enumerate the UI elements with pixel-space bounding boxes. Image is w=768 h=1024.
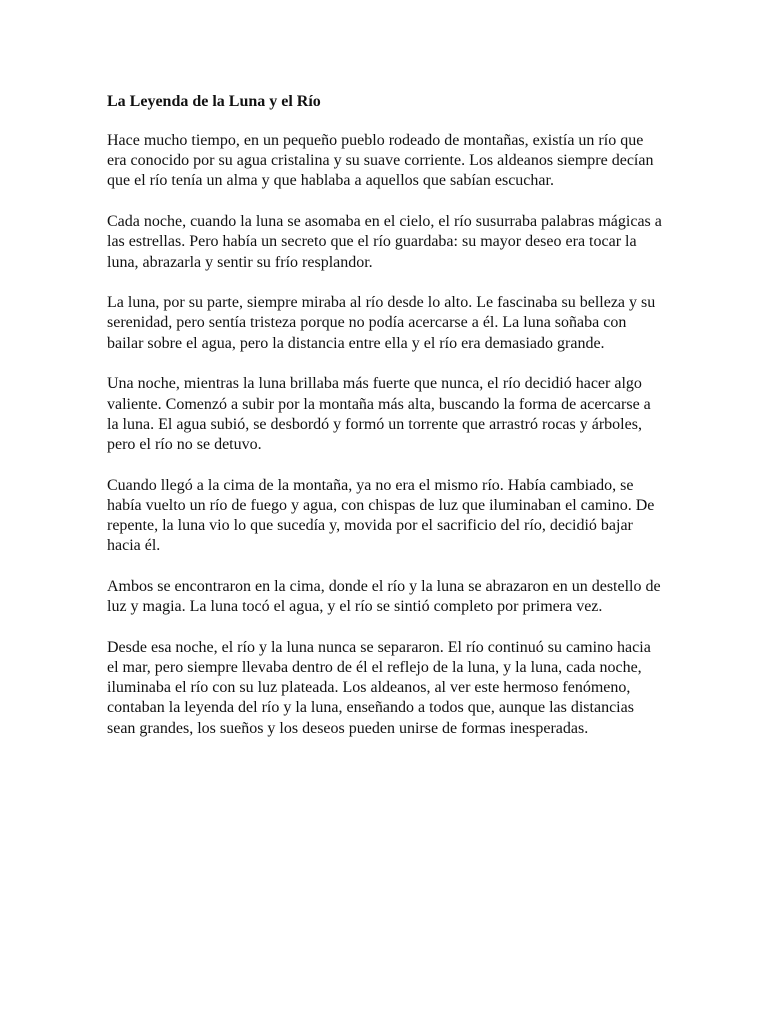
paragraph-1: Hace mucho tiempo, en un pequeño pueblo rodeado de montañas, existía un río que era conocido por su agua cristalina y su suave corriente. Los aldeanos siempre decían que el río tenía un alma y que hablaba a aquellos que sabían escuchar. xyxy=(107,132,654,190)
paragraph-5: Cuando llegó a la cima de la montaña, ya no era el mismo río. Había cambiado, se había vuelto un río de fuego y agua, con chispas de luz que iluminaban el camino. De repente, la luna vio lo que sucedía y, movida por el sacrificio del río, decidió bajar hacia él. xyxy=(107,476,655,555)
paragraph-4: Una noche, mientras la luna brillaba más fuerte que nunca, el río decidió hacer algo valiente. Comenzó a subir por la montaña más alta, buscando la forma de acercarse a la luna. El agua subió, se desbordó y formó un torrente que arrastró rocas y árboles, pero el río no se detuvo. xyxy=(107,375,651,453)
paragraph-2: Cada noche, cuando la luna se asomaba en el cielo, el río susurraba palabras mágicas a las estrellas. Pero había un secreto que el río guardaba: su mayor deseo era tocar la luna, abrazarla y sentir su frío resplandor. xyxy=(107,213,662,271)
paragraph-7: Desde esa noche, el río y la luna nunca se separaron. El río continuó su camino hacia el mar, pero siempre llevaba dentro de él el reflejo de la luna, y la luna, cada noche, iluminaba el río con su luz plateada. Los aldeanos, al ver este hermoso fenómeno, contaban la leyenda del río y la luna, enseñando a todos que, aunque las distancias sean grandes, los sueños y los deseos pueden unirse de formas inesperadas. xyxy=(107,638,651,737)
paragraph-6: Ambos se encontraron en la cima, donde el río y la luna se abrazaron en un destello de luz y magia. La luna tocó el agua, y el río se sintió completo por primera vez. xyxy=(107,577,661,616)
paragraph-3: La luna, por su parte, siempre miraba al río desde lo alto. Le fascinaba su belleza y su serenidad, pero sentía tristeza porque no podía acercarse a él. La luna soñaba con bailar sobre el agua, pero la distancia entre ella y el río era demasiado grande. xyxy=(107,294,656,352)
document-body xyxy=(107,92,663,759)
document-title: La Leyenda de la Luna y el Río xyxy=(107,93,321,110)
